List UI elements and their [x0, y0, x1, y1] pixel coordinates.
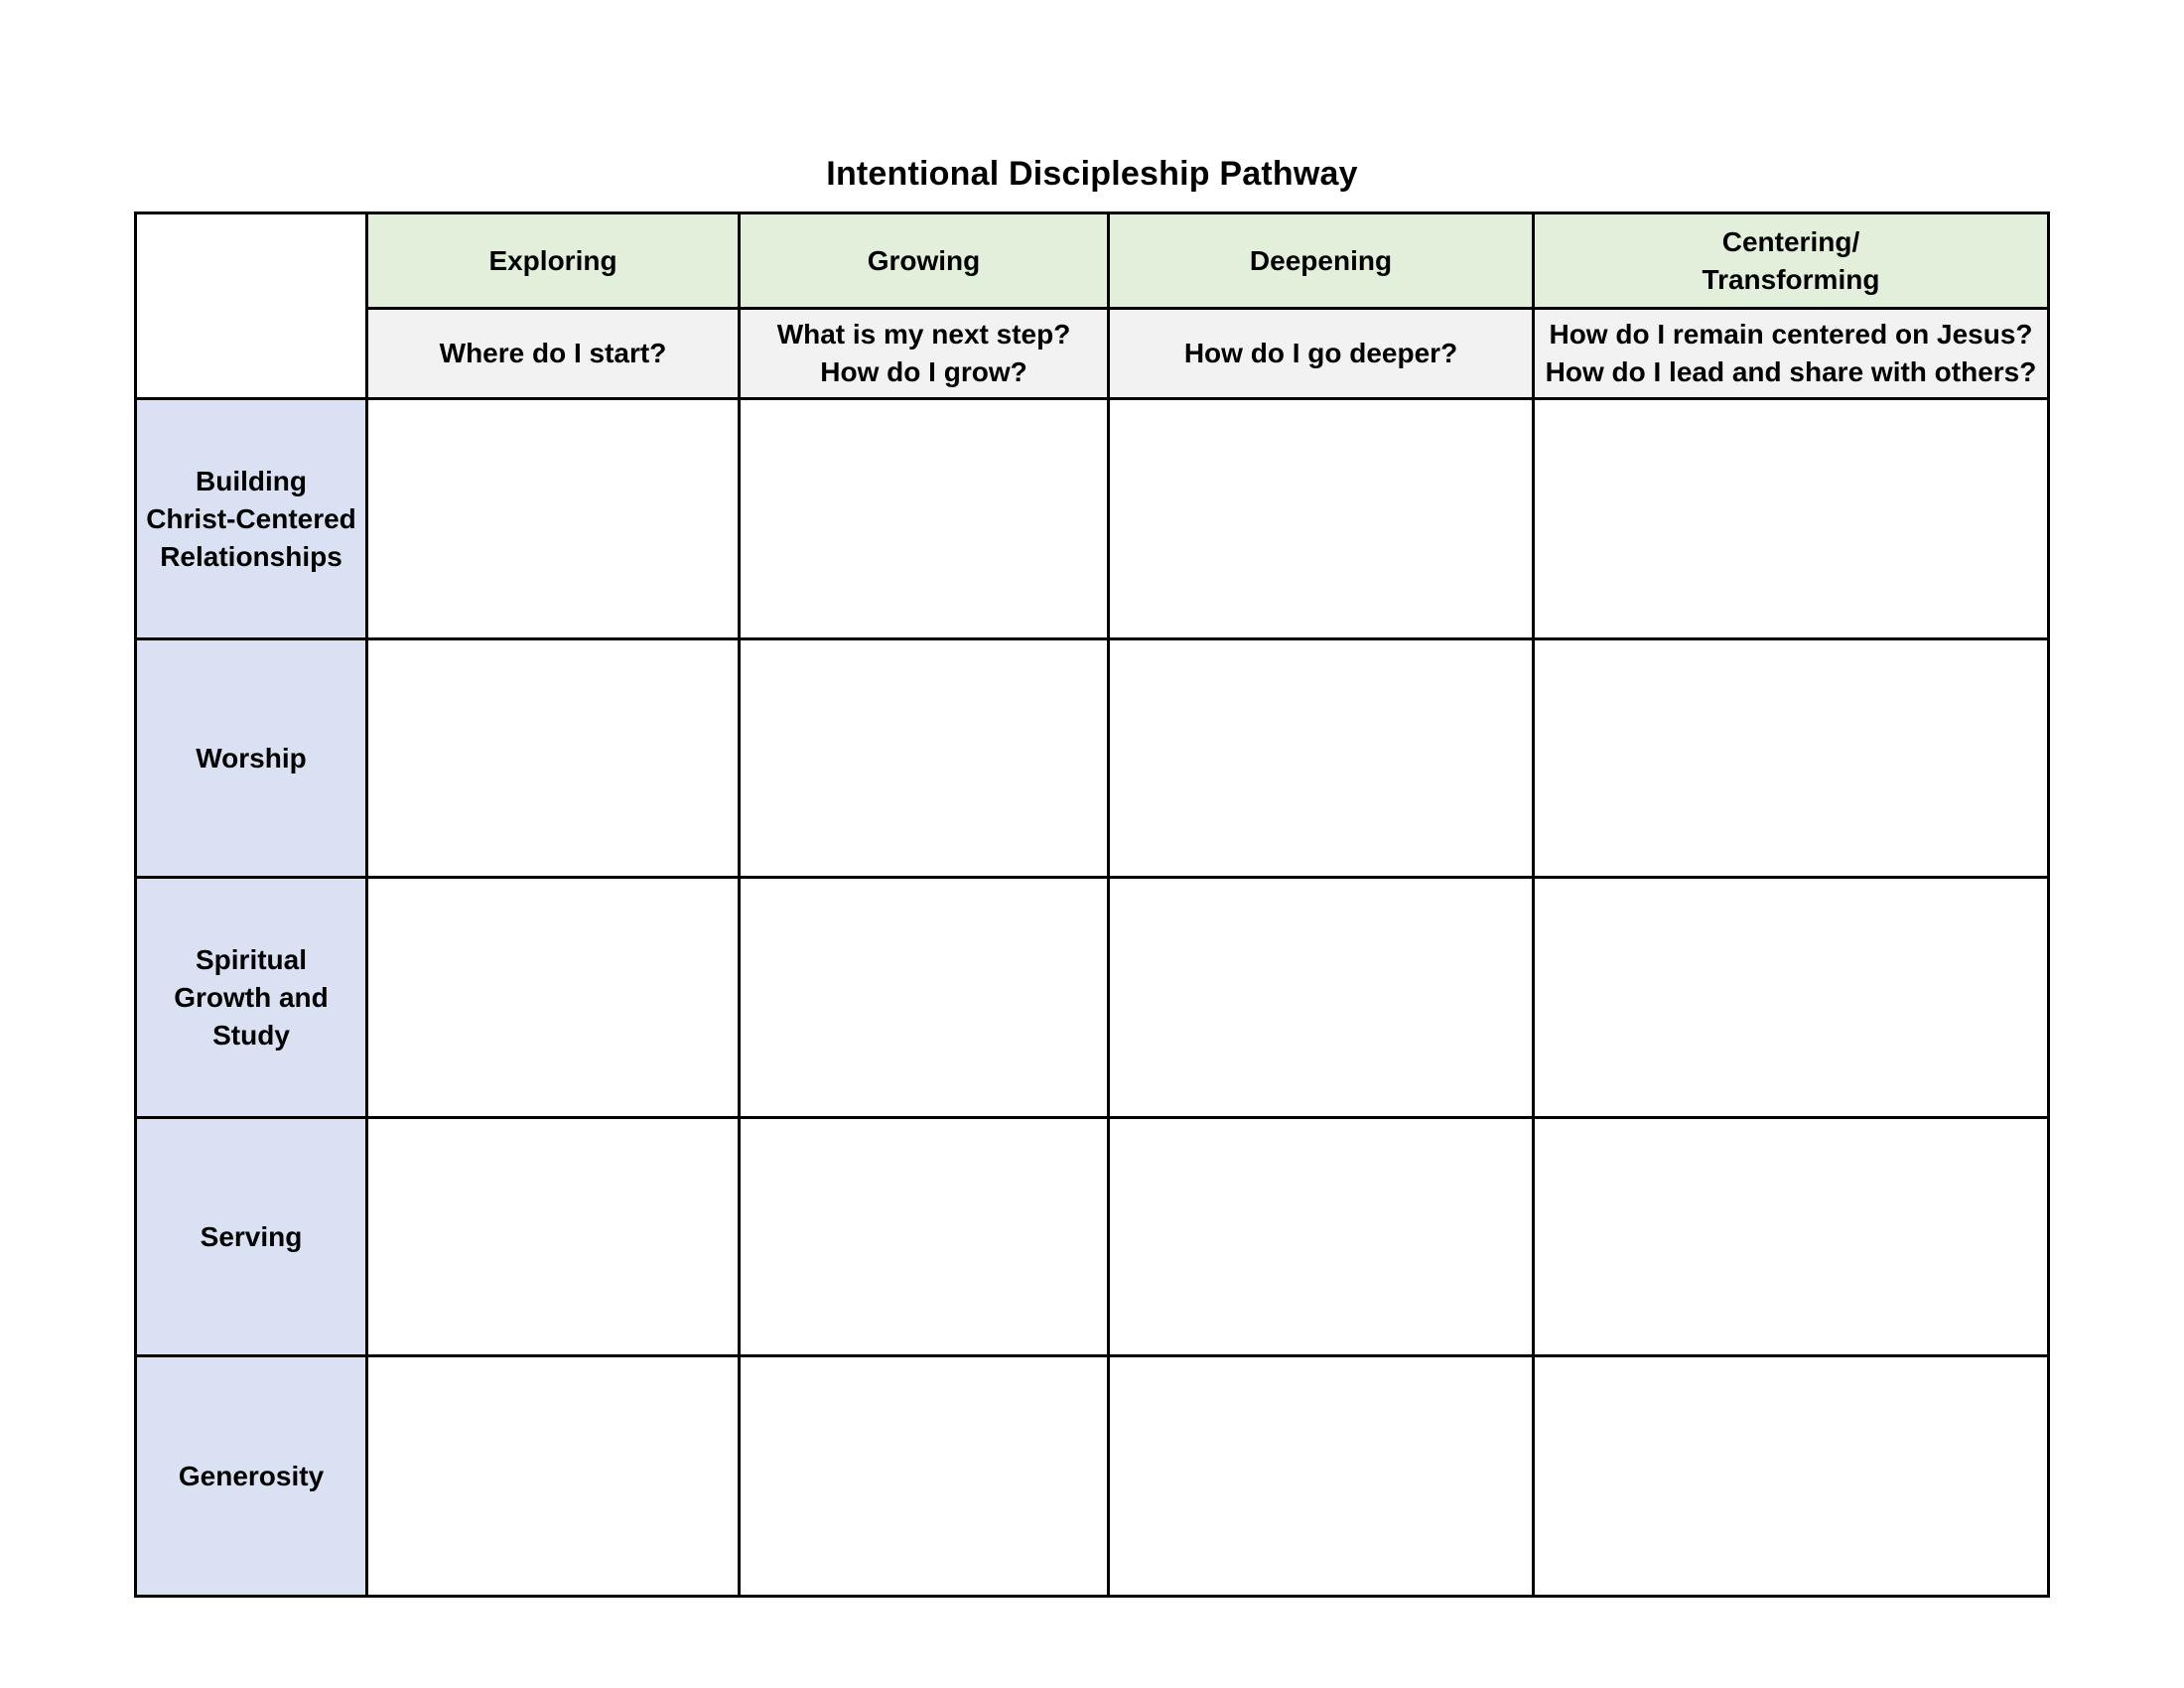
- question-exploring: Where do I start?: [367, 309, 740, 399]
- entry-cell[interactable]: [1109, 1118, 1534, 1356]
- discipleship-pathway-table: [134, 211, 2050, 1598]
- question-header-row: [136, 309, 2049, 399]
- table-row: [136, 1118, 2049, 1356]
- table-row: [136, 878, 2049, 1118]
- entry-cell[interactable]: [1534, 878, 2049, 1118]
- question-centering-transforming: How do I remain centered on Jesus? How do I lead and share with others?: [1534, 309, 2049, 399]
- table-row: [136, 639, 2049, 878]
- stage-header-exploring: Exploring: [367, 213, 740, 309]
- stage-header-deepening: Deepening: [1109, 213, 1534, 309]
- entry-cell[interactable]: [740, 399, 1109, 639]
- entry-cell[interactable]: [367, 639, 740, 878]
- entry-cell[interactable]: [740, 878, 1109, 1118]
- row-label-generosity: Generosity: [136, 1356, 367, 1597]
- stage-header-growing: Growing: [740, 213, 1109, 309]
- entry-cell[interactable]: [367, 878, 740, 1118]
- row-label-serving: Serving: [136, 1118, 367, 1356]
- stage-header-row: [136, 213, 2049, 309]
- corner-cell: [136, 213, 367, 399]
- row-label-worship: Worship: [136, 639, 367, 878]
- entry-cell[interactable]: [740, 1118, 1109, 1356]
- question-growing: What is my next step? How do I grow?: [740, 309, 1109, 399]
- stage-header-centering-transforming: Centering/ Transforming: [1534, 213, 2049, 309]
- entry-cell[interactable]: [740, 639, 1109, 878]
- row-label-building-relationships: Building Christ-Centered Relationships: [136, 399, 367, 639]
- page-title: Intentional Discipleship Pathway: [826, 155, 1358, 193]
- table-row: [136, 1356, 2049, 1597]
- table-row: [136, 399, 2049, 639]
- entry-cell[interactable]: [1109, 878, 1534, 1118]
- entry-cell[interactable]: [367, 1118, 740, 1356]
- entry-cell[interactable]: [367, 1356, 740, 1597]
- entry-cell[interactable]: [367, 399, 740, 639]
- row-label-spiritual-growth: Spiritual Growth and Study: [136, 878, 367, 1118]
- entry-cell[interactable]: [1534, 1356, 2049, 1597]
- entry-cell[interactable]: [1534, 399, 2049, 639]
- entry-cell[interactable]: [1534, 1118, 2049, 1356]
- entry-cell[interactable]: [1109, 1356, 1534, 1597]
- entry-cell[interactable]: [1109, 639, 1534, 878]
- entry-cell[interactable]: [740, 1356, 1109, 1597]
- question-deepening: How do I go deeper?: [1109, 309, 1534, 399]
- entry-cell[interactable]: [1534, 639, 2049, 878]
- entry-cell[interactable]: [1109, 399, 1534, 639]
